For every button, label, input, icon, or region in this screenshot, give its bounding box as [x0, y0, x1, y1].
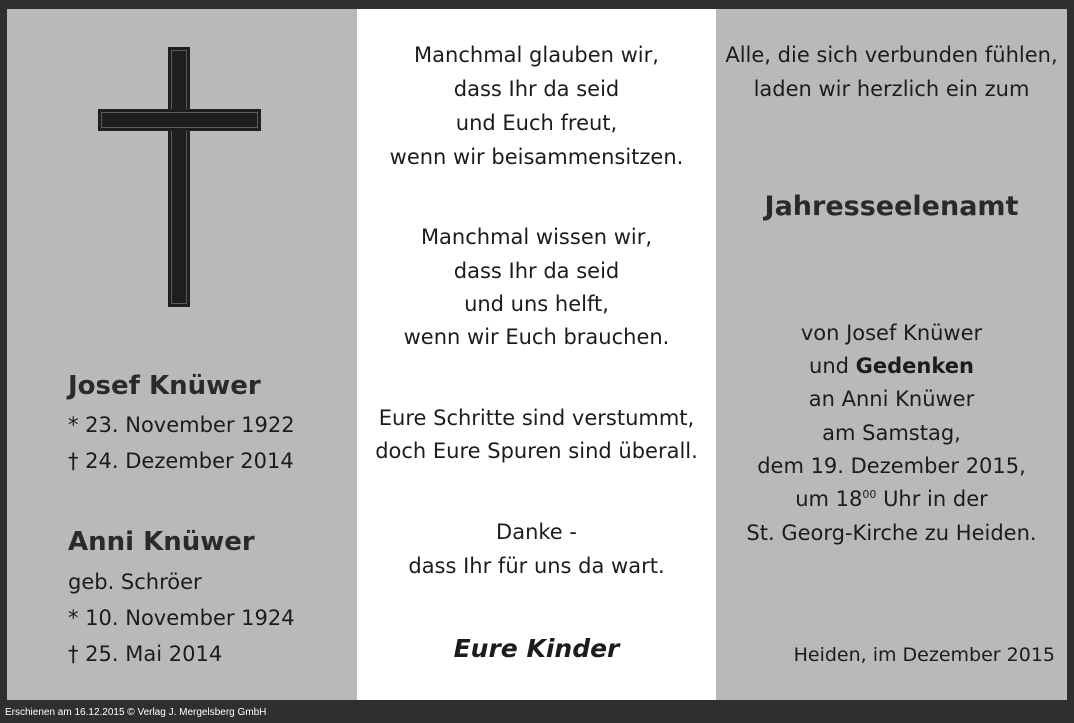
poem-line: Danke -: [496, 520, 577, 544]
poem-line: wenn wir Euch brauchen.: [403, 325, 670, 349]
person-name-josef: Josef Knüwer: [68, 371, 261, 401]
detail-line: und Gedenken: [809, 354, 974, 378]
poem-line: und uns helft,: [464, 292, 609, 316]
poem-line: dass Ihr da seid: [453, 259, 620, 283]
obituary-notice: [7, 9, 1067, 700]
detail-line: an Anni Knüwer: [808, 387, 975, 411]
gedenken-bold: Gedenken: [855, 354, 974, 378]
right-column: [716, 9, 1067, 700]
publication-footer: Erschienen am 16.12.2015 © Verlag J. Mergelsberg GmbH: [5, 707, 267, 718]
anni-death: † 25. Mai 2014: [68, 642, 223, 666]
detail-line: St. Georg-Kirche zu Heiden.: [746, 521, 1037, 545]
invite-line: Alle, die sich verbunden fühlen,: [725, 43, 1058, 67]
poem-line: dass Ihr für uns da wart.: [408, 554, 665, 578]
cross-icon: [98, 47, 261, 307]
detail-line: um $18^{00}$ Uhr in der: [795, 487, 988, 511]
middle-column: [357, 9, 716, 700]
invite-line: laden wir herzlich ein zum: [753, 77, 1030, 101]
detail-line: von Josef Knüwer: [800, 321, 983, 345]
poem-line: wenn wir beisammensitzen.: [389, 145, 684, 169]
service-heading: Jahresseelenamt: [764, 191, 1019, 222]
poem-line: dass Ihr da seid: [453, 77, 620, 101]
signature: Eure Kinder: [453, 634, 620, 663]
anni-birth: * 10. November 1924: [68, 606, 295, 630]
poem-line: Eure Schritte sind verstummt,: [378, 406, 695, 430]
josef-birth: * 23. November 1922: [68, 413, 295, 437]
time-superscript: 00: [862, 488, 877, 501]
anni-maiden-name: geb. Schröer: [68, 570, 202, 594]
josef-death: † 24. Dezember 2014: [68, 449, 294, 473]
person-name-anni: Anni Knüwer: [68, 527, 255, 557]
left-column: [7, 9, 357, 700]
place-date: Heiden, im Dezember 2015: [793, 644, 1055, 666]
poem-line: und Euch freut,: [455, 111, 618, 135]
poem-line: doch Eure Spuren sind überall.: [375, 439, 698, 463]
poem-line: Manchmal glauben wir,: [414, 43, 659, 67]
detail-line: am Samstag,: [822, 421, 961, 445]
poem-line: Manchmal wissen wir,: [420, 225, 653, 249]
detail-line: dem 19. Dezember 2015,: [757, 454, 1026, 478]
